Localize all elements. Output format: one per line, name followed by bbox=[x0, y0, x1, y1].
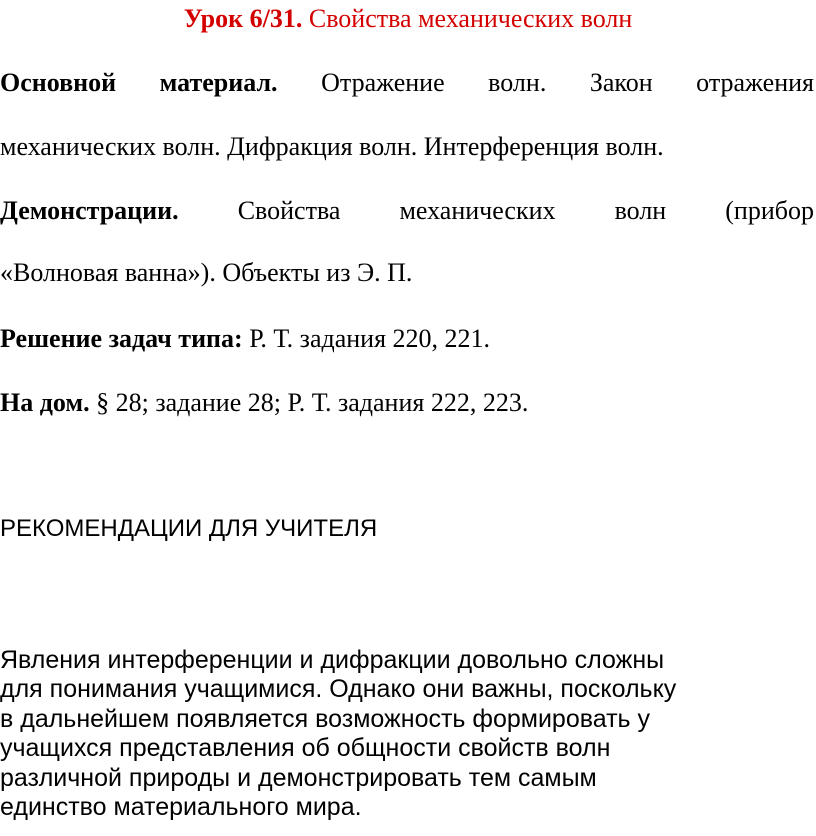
lesson-title bbox=[0, 2, 816, 36]
problems-paragraph bbox=[0, 324, 814, 354]
main-material-line-2: механических волн. Дифракция волн. Интерференция волн. bbox=[0, 132, 664, 161]
recommendations-line: в дальнейшем появляется возможность формировать у bbox=[0, 704, 650, 733]
main-material-label: Основной материал. bbox=[0, 68, 278, 97]
recommendations-line: учащихся представления об общности свойств волн bbox=[0, 734, 611, 763]
homework-paragraph bbox=[0, 388, 814, 418]
lesson-number: Урок 6/31. bbox=[183, 4, 303, 33]
problems-text: Р. Т. задания 220, 221. bbox=[249, 324, 491, 353]
problems-line bbox=[0, 324, 814, 354]
homework-label: На дом. bbox=[0, 388, 90, 417]
demonstrations-line-1 bbox=[0, 196, 814, 226]
lesson-topic: Свойства механических волн bbox=[308, 4, 633, 33]
homework-line bbox=[0, 388, 814, 418]
main-material-paragraph bbox=[0, 68, 814, 162]
recommendations-body bbox=[0, 646, 816, 822]
main-material-text: Отражение волн. Закон отражения bbox=[321, 68, 814, 97]
recommendations-line: Явления интерференции и дифракции довольно сложны bbox=[0, 646, 665, 674]
main-material-line-1 bbox=[0, 68, 814, 98]
recommendations-line: различной природы и демонстрировать тем самым bbox=[0, 763, 597, 792]
demonstrations-text: Свойства механических волн (прибор bbox=[237, 196, 814, 225]
demonstrations-label: Демонстрации. bbox=[0, 196, 179, 225]
demonstrations-line-2: «Волновая ванна»). Объекты из Э. П. bbox=[0, 258, 413, 287]
recommendations-heading: РЕКОМЕНДАЦИИ ДЛЯ УЧИТЕЛЯ bbox=[0, 515, 378, 542]
recommendations-line: для понимания учащимися. Однако они важны, поскольку bbox=[0, 675, 677, 704]
demonstrations-paragraph bbox=[0, 196, 814, 288]
homework-text: § 28; задание 28; Р. Т. задания 222, 223. bbox=[96, 388, 529, 417]
problems-label: Решение задач типа: bbox=[0, 324, 243, 353]
recommendations-line: единство материального мира. bbox=[0, 793, 362, 822]
